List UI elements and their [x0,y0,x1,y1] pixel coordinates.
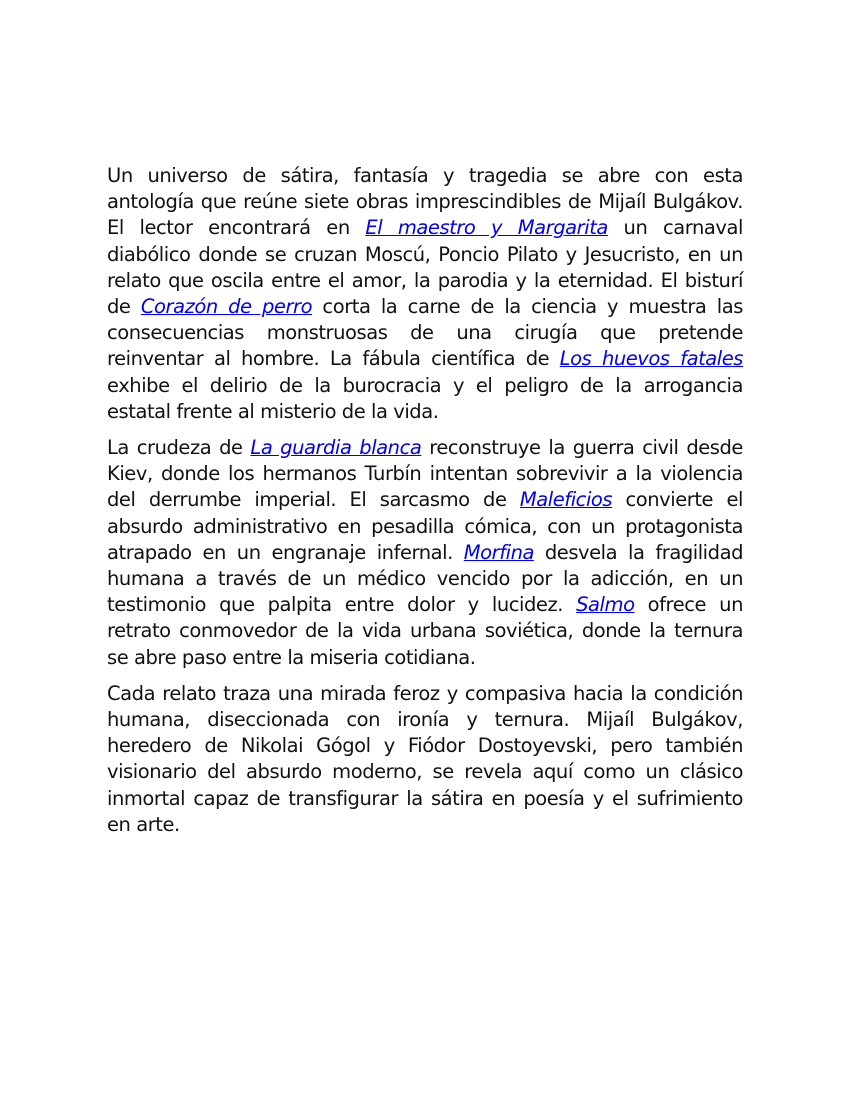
text-span: Un universo de sátira, fantasía y tragedia se abre con esta antología que reúne siete obras imprescindibles de Mijaíl Bulgákov. El lector encontrará en [107,164,743,240]
link-corazon-de-perro[interactable]: Corazón de perro [140,295,313,319]
paragraph-2 [107,435,743,671]
link-el-maestro-y-margarita[interactable]: El maestro y Margarita [365,216,608,240]
paragraph-3 [107,681,743,838]
text-span: convierte el absurdo administrativo en pesadilla cómica, con un protagonista atrapado en un engranaje infernal. [107,488,743,564]
link-los-huevos-fatales[interactable]: Los huevos fatales [559,347,743,371]
link-maleficios[interactable]: Maleficios [519,488,613,512]
link-la-guardia-blanca[interactable]: La guardia blanca [250,436,422,460]
link-salmo[interactable]: Salmo [576,593,635,617]
text-span: corta la carne de la ciencia y muestra las consecuencias monstruosas de una cirugía que pretende reinventar al hombre. La fábula científica de [107,295,743,371]
link-morfina[interactable]: Morfina [463,540,534,564]
text-span: La crudeza de [107,436,251,460]
text-span: Cada relato traza una mirada feroz y compasiva hacia la condición humana, diseccionada con ironía y ternura. Mijaíl Bulgákov, heredero de Nikolai Gógol y Fiódor Dostoyevski, pero también visionario del absurdo moderno, se revela aquí como un clásico inmortal capaz de transfigurar la sátira en poesía y el sufrimiento en arte. [107,681,743,836]
text-span: un carnaval diabólico donde se cruzan Moscú, Poncio Pilato y Jesucristo, en un relato que oscila entre el amor, la parodia y la eternidad. El bisturí de [107,216,743,319]
text-span: exhibe el delirio de la burocracia y el peligro de la arrogancia estatal frente al misterio de la vida. [107,373,743,423]
document-body [107,163,743,848]
text-span: ofrece un retrato conmovedor de la vida urbana soviética, donde la ternura se abre paso entre la miseria cotidiana. [107,593,743,669]
text-span: reconstruye la guerra civil desde Kiev, donde los hermanos Turbín intentan sobrevivir a la violencia del derrumbe imperial. El sarcasmo de [107,436,743,512]
text-span: desvela la fragilidad humana a través de un médico vencido por la adicción, en un testimonio que palpita entre dolor y lucidez. [107,540,743,617]
paragraph-1 [107,163,743,425]
